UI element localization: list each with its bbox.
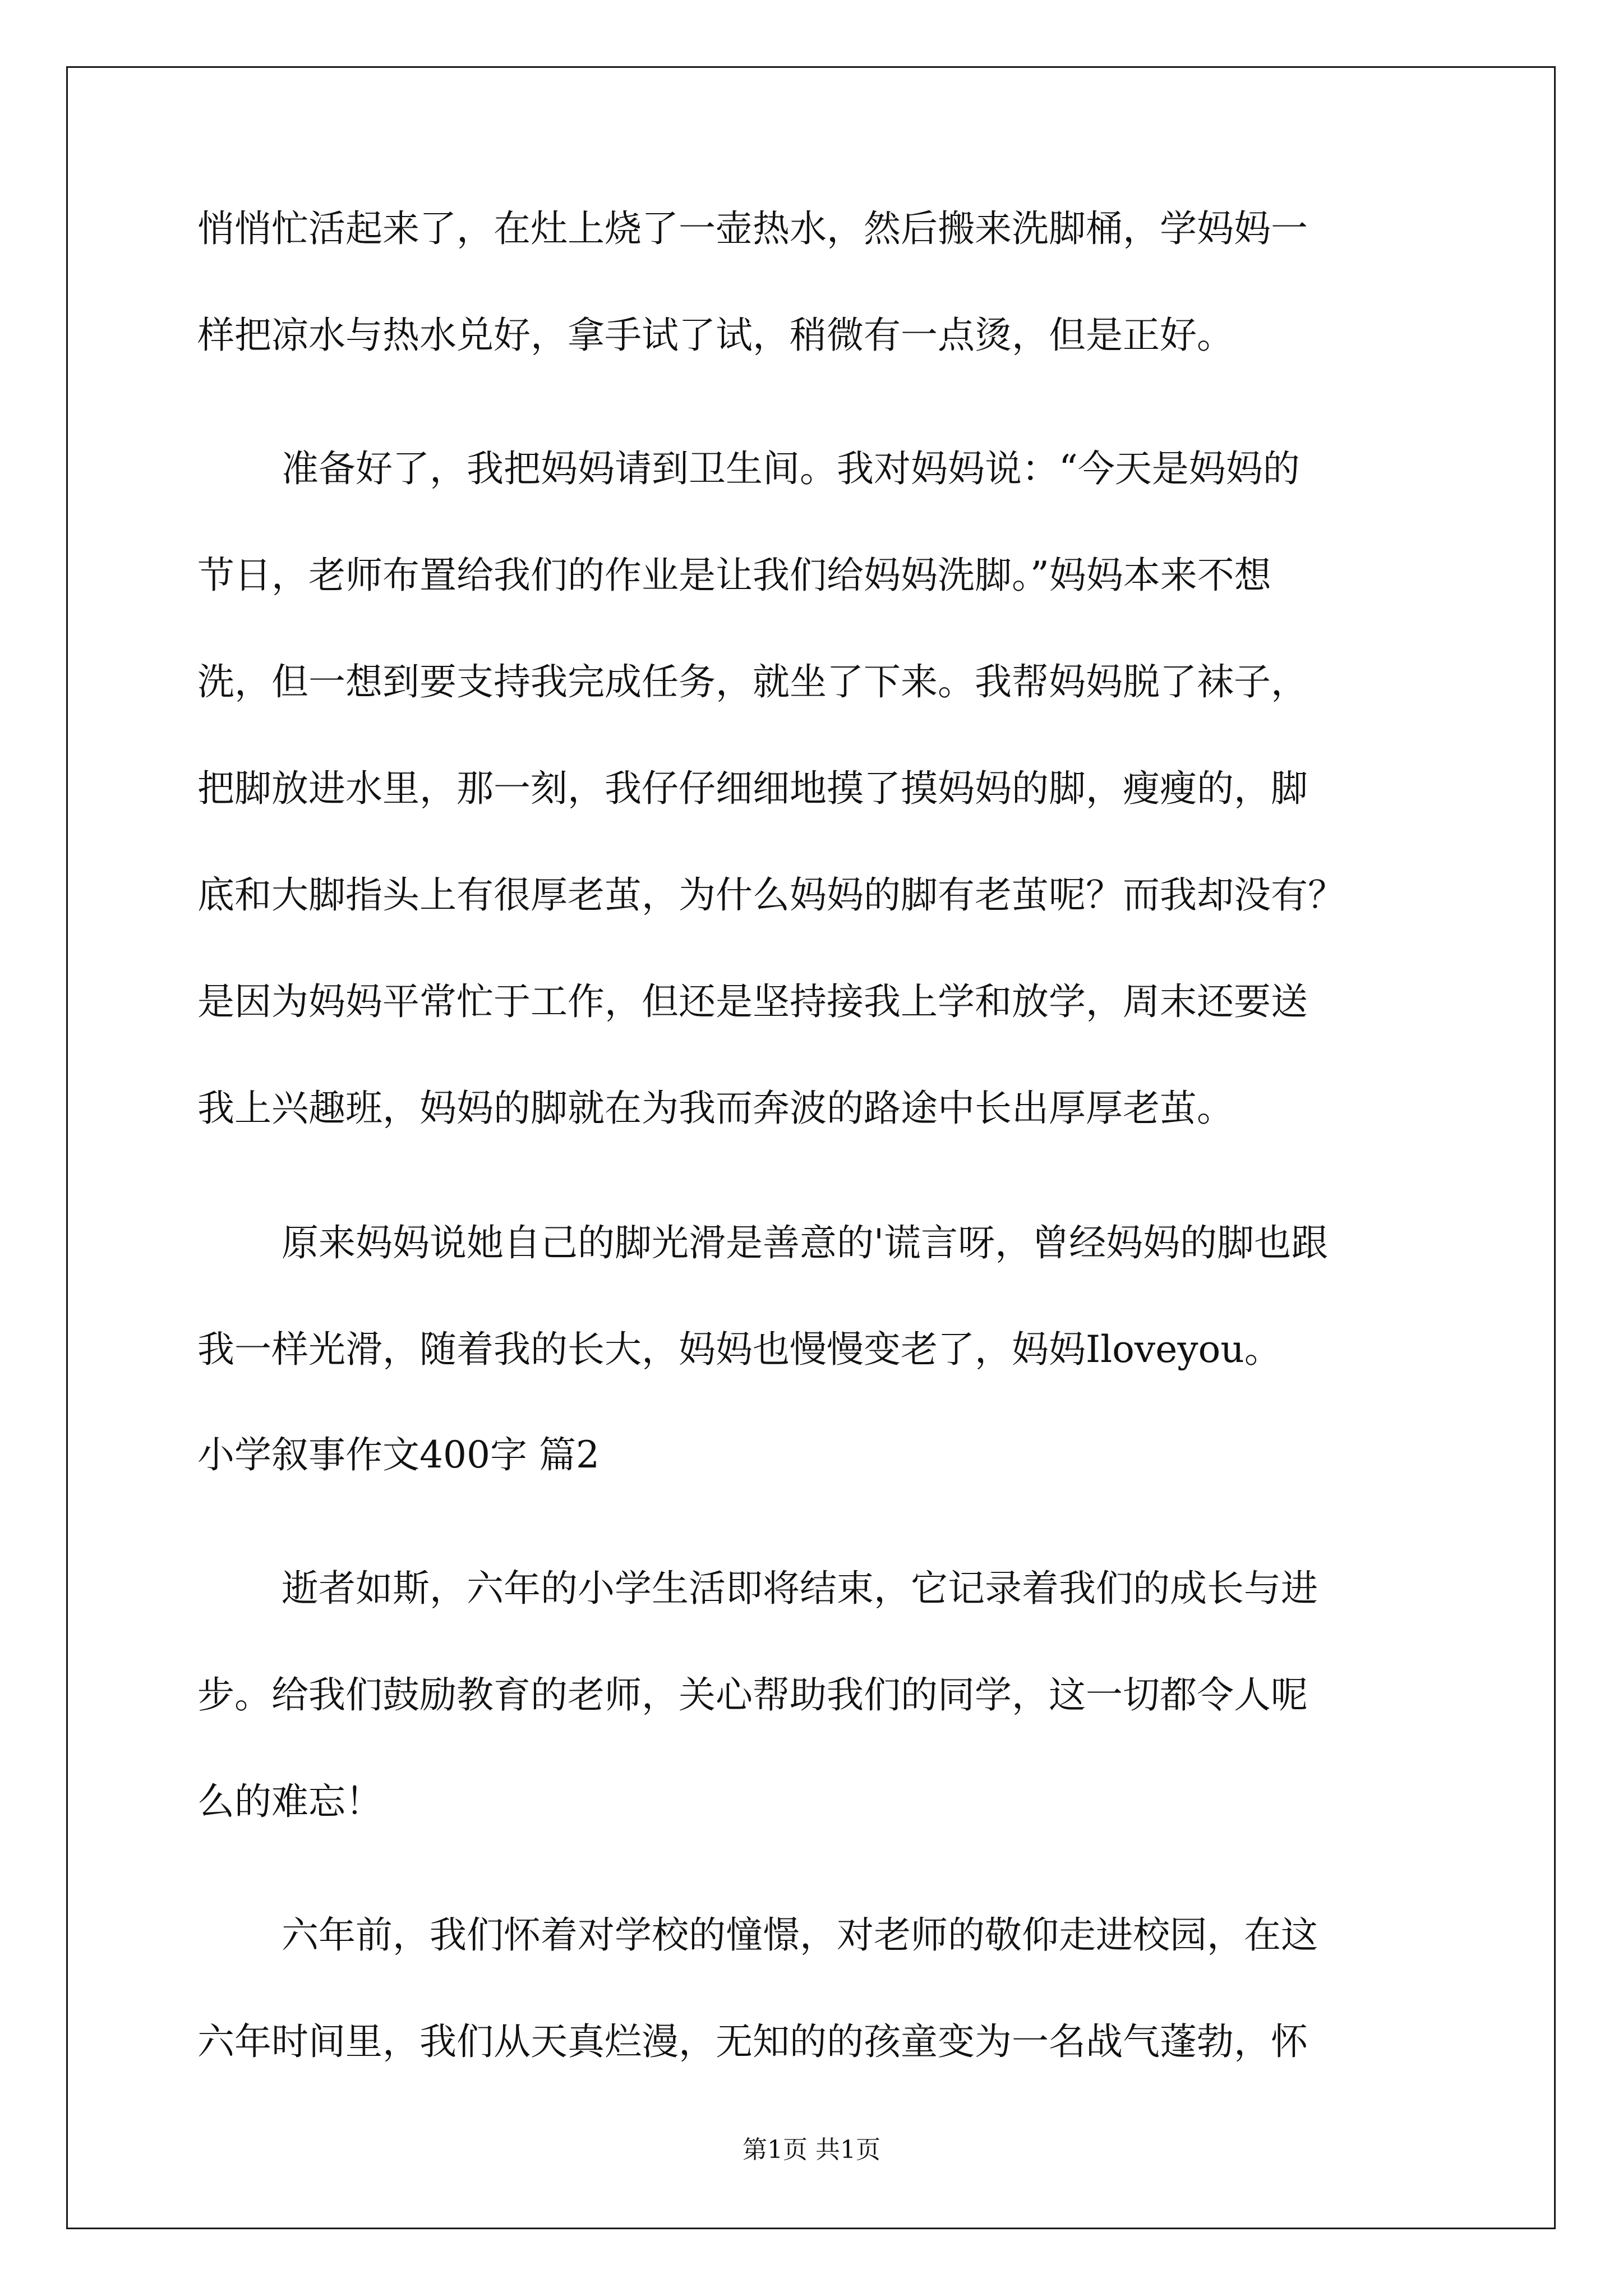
text-line: 洗，但一想到要支持我完成任务，就坐了下来。我帮妈妈脱了袜子，: [197, 660, 1308, 703]
text-line: 原来妈妈说她自己的脚光滑是善意的'谎言呀，曾经妈妈的脚也跟: [282, 1221, 1329, 1264]
text-line: 么的难忘！: [197, 1780, 382, 1823]
text-line: 我上兴趣班，妈妈的脚就在为我而奔波的路途中长出厚厚老茧。: [197, 1087, 1234, 1130]
text-line: 准备好了，我把妈妈请到卫生间。我对妈妈说：“今天是妈妈的: [282, 447, 1300, 490]
text-line: 样把凉水与热水兑好，拿手试了试，稍微有一点烫，但是正好。: [197, 314, 1234, 357]
text-line: 六年前，我们怀着对学校的憧憬，对老师的敬仰走进校园，在这: [282, 1913, 1318, 1957]
text-line: 是因为妈妈平常忙于工作，但还是坚持接我上学和放学，周末还要送: [197, 980, 1308, 1023]
section-heading: 小学叙事作文400字 篇2: [197, 1433, 600, 1476]
text-line: 步。给我们鼓励教育的老师，关心帮助我们的同学，这一切都令人呢: [197, 1673, 1308, 1717]
text-line: 六年时间里，我们从天真烂漫，无知的的孩童变为一名战气蓬勃，怀: [197, 2020, 1308, 2063]
page-footer: 第1页 共1页: [743, 2136, 880, 2164]
page-border: [66, 66, 1556, 2229]
text-line: 把脚放进水里，那一刻，我仔仔细细地摸了摸妈妈的脚，瘦瘦的，脚: [197, 767, 1308, 810]
text-line: 底和大脚指头上有很厚老茧，为什么妈妈的脚有老茧呢？而我却没有？: [197, 873, 1345, 917]
text-line: 逝者如斯，六年的小学生活即将结束，它记录着我们的成长与进: [282, 1567, 1318, 1610]
text-line: 悄悄忙活起来了，在灶上烧了一壶热水，然后搬来洗脚桶，学妈妈一: [197, 207, 1308, 250]
text-line: 节日，老师布置给我们的作业是让我们给妈妈洗脚。”妈妈本来不想: [197, 554, 1271, 597]
text-line: 我一样光滑，随着我的长大，妈妈也慢慢变老了，妈妈Iloveyou。: [197, 1328, 1281, 1371]
